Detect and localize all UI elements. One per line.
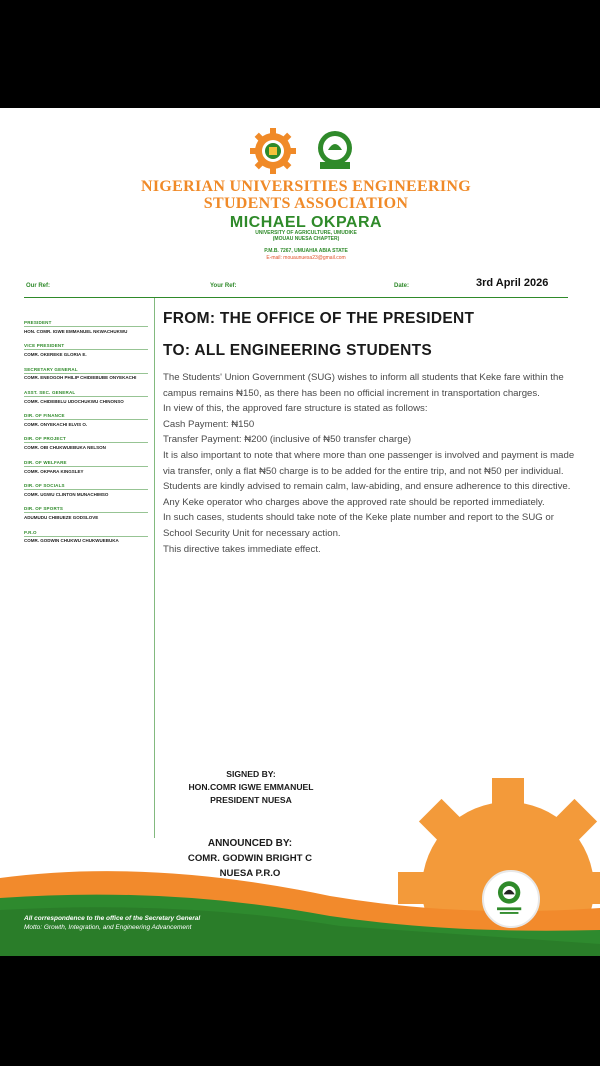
exec-entry [24, 436, 148, 450]
exec-title: DIR. OF PROJECT [24, 436, 67, 442]
executives-sidebar [24, 320, 148, 553]
footer-emblem [482, 870, 540, 928]
exec-entry [24, 367, 148, 381]
footer-text [24, 914, 464, 932]
exec-title: ASST. SEC. GENERAL [24, 389, 76, 395]
exec-name: COMR. OBI CHUKWUEBUKA NELSON [24, 445, 106, 451]
exec-name: ADUMUDU CHIBUEZE GODSLOVE [24, 515, 99, 521]
exec-name: COMR. CHIDEBELU UDOCHUKWU CHINONSO [24, 398, 124, 404]
exec-name: COMR. ONYEKACHI ELVIS O. [24, 421, 88, 427]
body-paragraph: It is also important to note that where more than one passenger is involved and payment is made via transfer, only a flat ₦50 charge is to be added for the entire trip, and not ₦50 per individual. [163, 449, 575, 477]
exec-name: COMR. OKEREKE GLORIA E. [24, 352, 87, 358]
contact-block [100, 248, 512, 262]
nuesa-gear-logo-icon [248, 126, 298, 176]
exec-title: DIR. OF FINANCE [24, 413, 65, 419]
exec-entry [24, 390, 148, 404]
exec-entry [24, 343, 148, 357]
exec-entry [24, 413, 148, 427]
body-paragraph: In view of this, the approved fare structure is stated as follows: [163, 403, 428, 415]
signer-title: PRESIDENT NUESA [210, 795, 292, 805]
association-line-2: STUDENTS ASSOCIATION [203, 195, 409, 212]
letterhead-page [0, 108, 600, 956]
announced-by-label: ANNOUNCED BY: [207, 838, 293, 849]
from-heading: FROM: THE OFFICE OF THE PRESIDENT [163, 310, 475, 327]
exec-title: DIR. OF SOCIALS [24, 483, 65, 489]
exec-name: COMR. UGWU CLINTON MUNACHIMSO [24, 491, 109, 497]
exec-title: P.R.O [24, 529, 37, 535]
body-paragraph: Students are kindly advised to remain calm, law-abiding, and ensure adherence to this directive. Any Keke operator who charges above the approved rate should be reported immediately. [163, 481, 571, 508]
header-logos [248, 126, 358, 176]
association-line-1: NIGERIAN UNIVERSITIES ENGINEERING [141, 178, 471, 195]
exec-name: HON. COMR. IGWE EMMANUEL NKWACHUKWU [24, 328, 128, 334]
column-divider [154, 298, 155, 838]
signature-block [160, 768, 342, 807]
body-paragraph: Cash Payment: ₦150 [163, 418, 255, 430]
announcer-name: COMR. GODWIN BRIGHT C [187, 853, 313, 864]
exec-title: PRESIDENT [24, 320, 52, 325]
footer-line-2: Motto: Growth, Integration, and Engineering Advancement [24, 924, 192, 931]
institution-sub-1: UNIVERSITY OF AGRICULTURE, UMUDIKE [255, 230, 357, 236]
exec-entry [24, 460, 148, 474]
nuesa-emblem-icon [484, 872, 538, 926]
postal-address: P.M.B. 7267, UMUAHIA ABIA STATE [264, 248, 348, 254]
institution-subtitle [100, 230, 512, 242]
exec-title: VICE PRESIDENT [24, 343, 65, 349]
exec-entry [24, 320, 148, 334]
university-crest-icon [312, 128, 358, 174]
exec-title: DIR. OF WELFARE [24, 459, 67, 465]
announcement-block [150, 836, 350, 881]
exec-name: COMR. GODWIN CHUKWU CHUKWUEBUKA [24, 538, 119, 544]
date-value: 3rd April 2026 [476, 277, 549, 289]
exec-name: COMR. OKPARA KINGSLEY [24, 468, 84, 474]
exec-entry [24, 530, 148, 544]
reference-bar [24, 276, 568, 298]
exec-name: COMR. ENEOGOH PHILIP CHIDIEBUBE ONYEKACHI [24, 375, 137, 381]
institution-sub-2: (MOUAU NUESA CHAPTER) [272, 236, 340, 242]
your-ref-label: Your Ref: [210, 283, 237, 289]
signed-by-label: SIGNED BY: [226, 769, 276, 779]
letter-body [163, 370, 581, 557]
institution-name: MICHAEL OKPARA [229, 214, 383, 231]
announcer-title: NUESA P.R.O [219, 868, 281, 879]
body-paragraph: Transfer Payment: ₦200 (inclusive of ₦50 transfer charge) [163, 434, 412, 446]
our-ref-label: Our Ref: [26, 283, 50, 289]
body-paragraph: The Students' Union Government (SUG) wishes to inform all students that Keke fare within the campus remains ₦150, as there has been no official increment in transportation charges. [163, 372, 564, 399]
exec-title: SECRETARY GENERAL [24, 366, 78, 372]
signer-name: HON.COMR IGWE EMMANUEL [188, 782, 314, 792]
exec-entry [24, 506, 148, 520]
exec-title: DIR. OF SPORTS [24, 506, 64, 512]
body-paragraph: In such cases, students should take note of the Keke plate number and report to the SUG or School Security Unit for necessary action. [163, 512, 554, 539]
footer-line-1: All correspondence to the office of the Secretary General [24, 915, 201, 922]
body-paragraph: This directive takes immediate effect. [163, 543, 321, 555]
email-address: E-mail: mouaunuesa23@gmail.com [266, 255, 346, 261]
date-label: Date: [394, 283, 410, 289]
to-heading: TO: ALL ENGINEERING STUDENTS [163, 342, 433, 359]
association-name [100, 178, 512, 212]
exec-entry [24, 483, 148, 497]
